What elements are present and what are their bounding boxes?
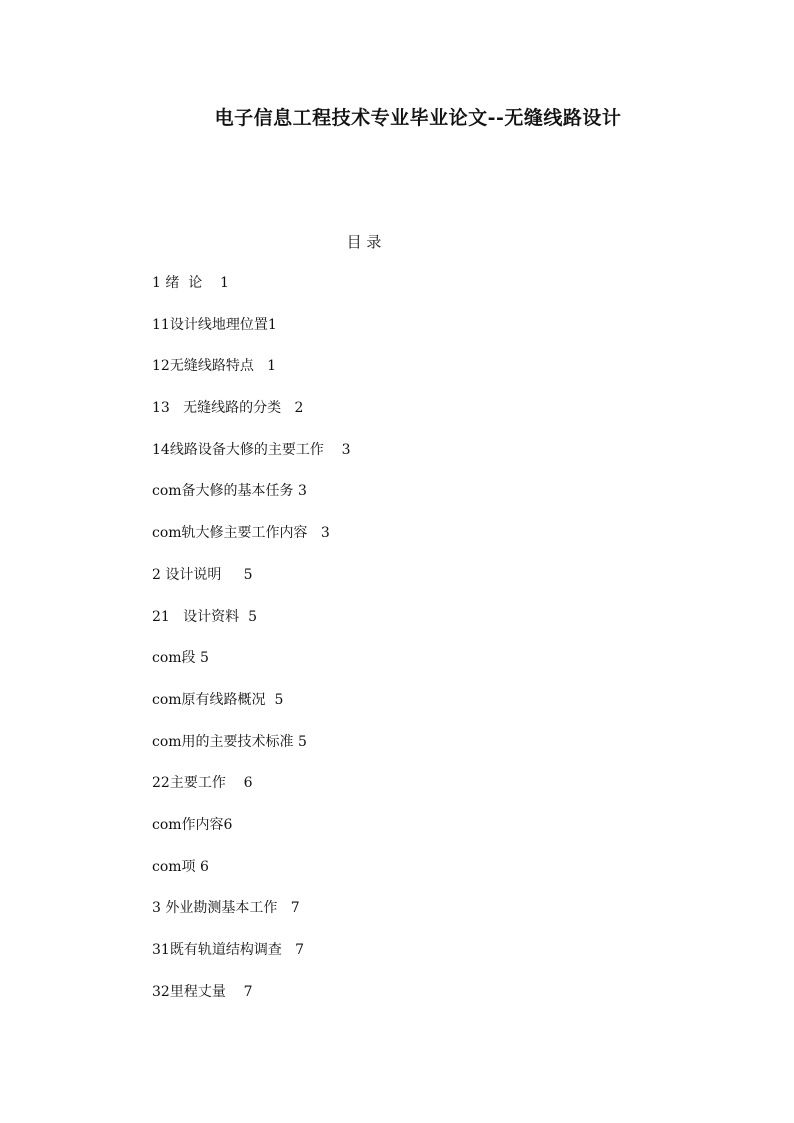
toc-entry: 22主要工作 6 — [152, 775, 253, 792]
toc-entry: com轨大修主要工作内容 3 — [152, 525, 330, 542]
toc-entry: 2 设计说明 5 — [152, 566, 253, 583]
toc-entry: 13 无缝线路的分类 2 — [152, 400, 304, 417]
toc-heading: 目 录 — [346, 233, 382, 251]
toc-entry: 11设计线地理位置1 — [152, 316, 277, 333]
toc-entry: 3 外业勘测基本工作 7 — [152, 900, 300, 917]
toc-entry: 14线路设备大修的主要工作 3 — [152, 441, 351, 458]
table-of-contents — [152, 272, 351, 1022]
toc-entry: 32里程丈量 7 — [152, 983, 253, 1000]
toc-entry: 31既有轨道结构调查 7 — [152, 942, 305, 958]
toc-entry: 21 设计资料 5 — [152, 608, 257, 625]
toc-entry: com作内容6 — [152, 816, 233, 833]
toc-entry: 1 绪 论 1 — [152, 275, 229, 291]
toc-entry: 12无缝线路特点 1 — [152, 358, 277, 375]
toc-entry: com用的主要技术标准 5 — [152, 733, 307, 750]
toc-entry: com项 6 — [152, 858, 209, 875]
toc-entry: com原有线路概况 5 — [152, 691, 284, 708]
toc-entry: com段 5 — [152, 650, 209, 667]
toc-entry: com备大修的基本任务 3 — [152, 483, 307, 500]
document-title: 电子信息工程技术专业毕业论文--无缝线路设计 — [214, 107, 622, 129]
